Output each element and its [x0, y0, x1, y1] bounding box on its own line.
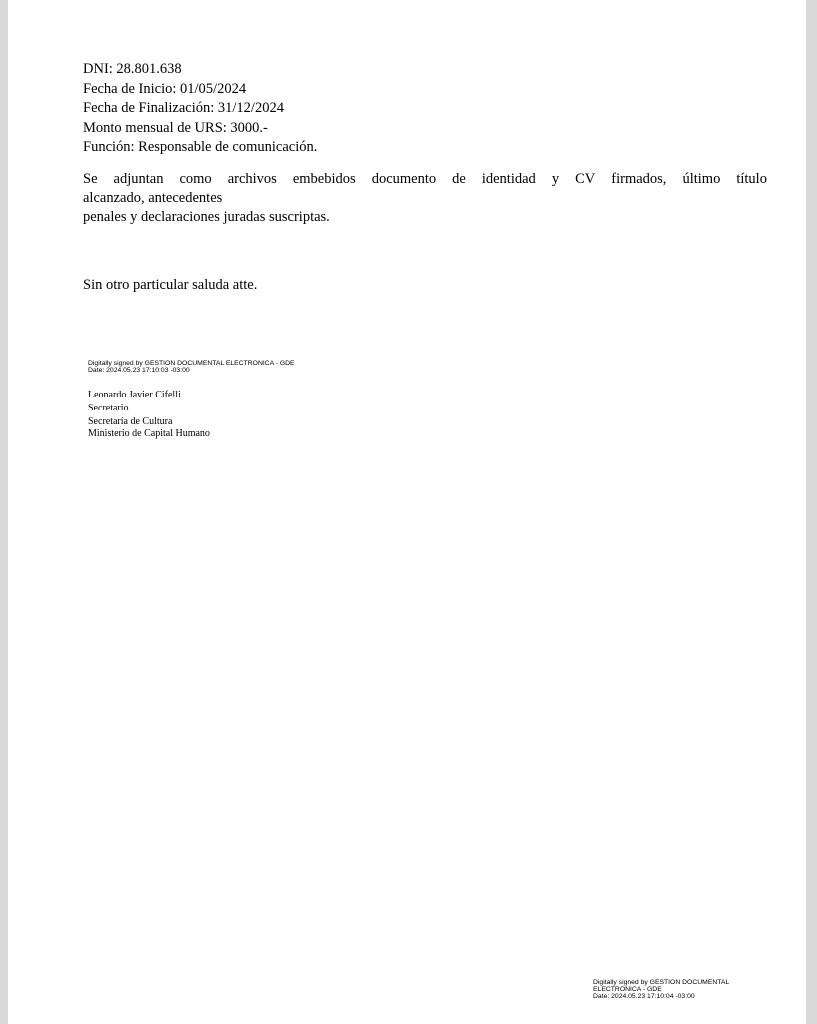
org-ministerio: Ministerio de Capital Humano	[88, 428, 210, 439]
signer-title-clipped	[88, 403, 388, 410]
footer-stamp-line1: Digitally signed by GESTION DOCUMENTAL	[593, 979, 730, 986]
dni-field: DNI: 28.801.638	[83, 61, 182, 77]
closing-salutation: Sin otro particular saluda atte.	[83, 277, 258, 293]
function-field: Función: Responsable de comunicación.	[83, 139, 318, 156]
org-secretaria: Secretaría de Cultura	[88, 416, 173, 427]
word: Se	[83, 171, 98, 187]
word: firmados,	[611, 171, 667, 187]
word: de	[452, 171, 466, 187]
paragraph-line-3: penales y declaraciones juradas suscriptas.	[83, 209, 330, 225]
stamp-date: Date: 2024.05.23 17:10:03 -03:00	[88, 367, 190, 375]
document-page	[8, 0, 806, 1024]
word: CV	[575, 171, 596, 187]
word: último	[682, 171, 721, 187]
word: archivos	[227, 171, 277, 187]
paragraph-line-1	[83, 170, 767, 189]
monthly-amount-field: Monto mensual de URS: 3000.-	[83, 119, 268, 136]
end-date-field: Fecha de Finalización: 31/12/2024	[83, 100, 284, 117]
word: como	[179, 171, 212, 187]
footer-stamp-date: Date: 2024.05.23 17:10:04 -03:00	[593, 993, 695, 1001]
word: identidad	[481, 171, 536, 187]
footer-stamp-line2: ELECTRONICA - GDE	[593, 986, 662, 994]
paragraph-line-2: alcanzado, antecedentes	[83, 190, 223, 206]
word: título	[736, 171, 767, 187]
word: adjuntan	[113, 171, 164, 187]
word: documento	[371, 171, 437, 187]
signer-title: Secretario	[88, 403, 129, 410]
signer-name-clipped	[88, 390, 388, 397]
footer-signature-stamp	[593, 979, 729, 1001]
signature-stamp	[88, 360, 295, 374]
signer-name: Leonardo Javier Cifelli	[88, 390, 181, 397]
word: embebidos	[292, 171, 356, 187]
attachments-paragraph	[83, 170, 767, 227]
start-date-field: Fecha de Inicio: 01/05/2024	[83, 80, 247, 97]
word: y	[551, 171, 560, 187]
stamp-signed-by: Digitally signed by GESTION DOCUMENTAL ELECTRONICA - GDE	[88, 360, 295, 367]
